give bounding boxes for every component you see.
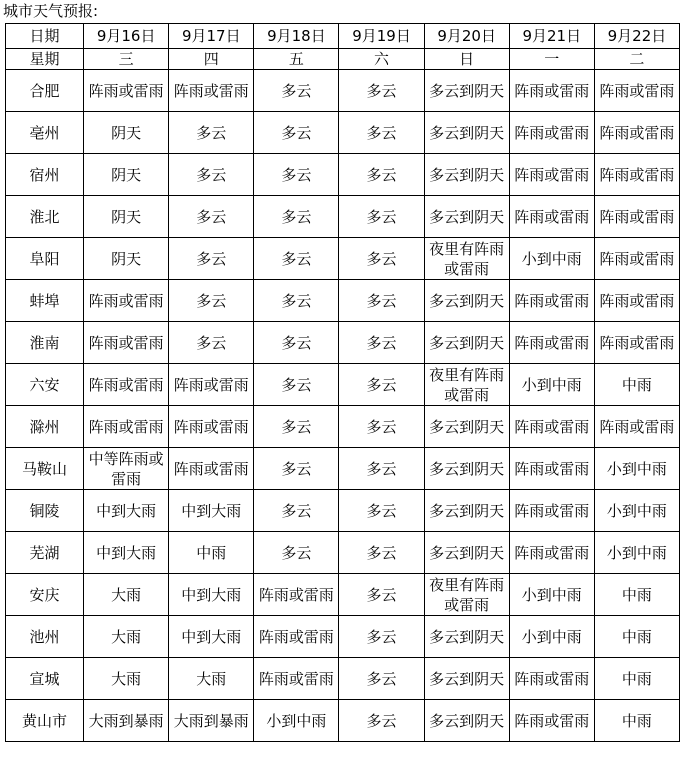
forecast-cell: 中到大雨 [169, 574, 254, 616]
forecast-cell: 阵雨或雷雨 [509, 532, 594, 574]
forecast-cell: 多云到阴天 [424, 616, 509, 658]
weekday-cell: 日 [424, 49, 509, 70]
forecast-cell: 多云 [339, 238, 424, 280]
forecast-cell: 阵雨或雷雨 [169, 364, 254, 406]
forecast-cell: 多云 [169, 196, 254, 238]
forecast-cell: 多云 [254, 280, 339, 322]
forecast-cell: 大雨 [84, 616, 169, 658]
forecast-cell: 阵雨或雷雨 [84, 280, 169, 322]
forecast-cell: 多云 [254, 196, 339, 238]
city-name-cell: 黄山市 [6, 700, 84, 742]
forecast-cell: 多云 [254, 238, 339, 280]
weekday-cell: 四 [169, 49, 254, 70]
forecast-cell: 多云 [339, 70, 424, 112]
forecast-cell: 阵雨或雷雨 [509, 448, 594, 490]
forecast-cell: 阵雨或雷雨 [509, 406, 594, 448]
city-name-cell: 亳州 [6, 112, 84, 154]
forecast-cell: 阵雨或雷雨 [254, 574, 339, 616]
forecast-cell: 阵雨或雷雨 [84, 364, 169, 406]
forecast-cell: 多云到阴天 [424, 112, 509, 154]
forecast-cell: 多云到阴天 [424, 700, 509, 742]
weekday-cell: 五 [254, 49, 339, 70]
forecast-cell: 阵雨或雷雨 [169, 448, 254, 490]
forecast-cell: 阵雨或雷雨 [594, 322, 679, 364]
forecast-cell: 阵雨或雷雨 [509, 196, 594, 238]
forecast-cell: 多云 [169, 238, 254, 280]
forecast-cell: 阴天 [84, 154, 169, 196]
date-cell: 9月18日 [254, 24, 339, 49]
table-row [6, 154, 680, 196]
forecast-cell: 多云 [254, 154, 339, 196]
forecast-cell: 多云 [254, 322, 339, 364]
forecast-cell: 多云 [339, 322, 424, 364]
forecast-cell: 多云 [339, 532, 424, 574]
forecast-cell: 小到中雨 [509, 574, 594, 616]
forecast-cell: 中雨 [594, 364, 679, 406]
forecast-cell: 中雨 [594, 658, 679, 700]
forecast-cell: 多云到阴天 [424, 280, 509, 322]
forecast-cell: 多云 [339, 280, 424, 322]
forecast-cell: 多云到阴天 [424, 658, 509, 700]
city-name-cell: 淮北 [6, 196, 84, 238]
forecast-cell: 小到中雨 [594, 448, 679, 490]
forecast-cell: 阵雨或雷雨 [509, 154, 594, 196]
date-cell: 9月22日 [594, 24, 679, 49]
forecast-cell: 多云 [254, 532, 339, 574]
table-row [6, 280, 680, 322]
forecast-cell: 小到中雨 [594, 532, 679, 574]
forecast-cell: 多云 [169, 154, 254, 196]
forecast-cell: 阵雨或雷雨 [84, 322, 169, 364]
forecast-cell: 多云 [254, 490, 339, 532]
city-name-cell: 宿州 [6, 154, 84, 196]
city-name-cell: 马鞍山 [6, 448, 84, 490]
forecast-cell: 多云 [339, 574, 424, 616]
date-header-row [6, 24, 680, 49]
city-name-cell: 铜陵 [6, 490, 84, 532]
date-cell: 9月19日 [339, 24, 424, 49]
forecast-cell: 多云 [339, 616, 424, 658]
forecast-cell: 阵雨或雷雨 [509, 700, 594, 742]
city-name-cell: 宣城 [6, 658, 84, 700]
city-name-cell: 安庆 [6, 574, 84, 616]
table-row [6, 238, 680, 280]
weather-forecast-table [5, 23, 680, 742]
forecast-cell: 阵雨或雷雨 [509, 490, 594, 532]
weekday-cell: 三 [84, 49, 169, 70]
table-row [6, 364, 680, 406]
table-row [6, 532, 680, 574]
forecast-cell: 阵雨或雷雨 [594, 154, 679, 196]
forecast-cell: 阴天 [84, 238, 169, 280]
weekday-label-cell: 星期 [6, 49, 84, 70]
forecast-cell: 小到中雨 [594, 490, 679, 532]
forecast-cell: 多云 [339, 700, 424, 742]
forecast-cell: 大雨 [169, 658, 254, 700]
forecast-cell: 大雨 [84, 574, 169, 616]
table-row [6, 112, 680, 154]
weekday-cell: 二 [594, 49, 679, 70]
forecast-cell: 阵雨或雷雨 [84, 70, 169, 112]
city-name-cell: 阜阳 [6, 238, 84, 280]
table-row [6, 70, 680, 112]
forecast-cell: 中雨 [169, 532, 254, 574]
forecast-cell: 阵雨或雷雨 [509, 280, 594, 322]
forecast-cell: 大雨到暴雨 [169, 700, 254, 742]
forecast-cell: 多云 [339, 364, 424, 406]
forecast-cell: 多云到阴天 [424, 448, 509, 490]
forecast-cell: 阵雨或雷雨 [84, 406, 169, 448]
forecast-cell: 多云 [254, 70, 339, 112]
forecast-cell: 多云 [339, 154, 424, 196]
forecast-cell: 夜里有阵雨或雷雨 [424, 574, 509, 616]
city-name-cell: 六安 [6, 364, 84, 406]
forecast-cell: 阵雨或雷雨 [169, 70, 254, 112]
city-name-cell: 合肥 [6, 70, 84, 112]
date-cell: 9月21日 [509, 24, 594, 49]
table-row [6, 322, 680, 364]
date-label-cell: 日期 [6, 24, 84, 49]
forecast-cell: 多云到阴天 [424, 532, 509, 574]
city-name-cell: 蚌埠 [6, 280, 84, 322]
city-name-cell: 淮南 [6, 322, 84, 364]
forecast-cell: 阵雨或雷雨 [594, 406, 679, 448]
forecast-cell: 多云 [254, 448, 339, 490]
forecast-cell: 多云到阴天 [424, 196, 509, 238]
weekday-header-row [6, 49, 680, 70]
weekday-cell: 六 [339, 49, 424, 70]
forecast-cell: 中到大雨 [169, 490, 254, 532]
forecast-cell: 夜里有阵雨或雷雨 [424, 364, 509, 406]
forecast-cell: 多云 [169, 322, 254, 364]
forecast-cell: 阵雨或雷雨 [509, 70, 594, 112]
table-row [6, 658, 680, 700]
forecast-cell: 中到大雨 [169, 616, 254, 658]
date-cell: 9月16日 [84, 24, 169, 49]
forecast-cell: 阵雨或雷雨 [254, 658, 339, 700]
date-cell: 9月20日 [424, 24, 509, 49]
city-name-cell: 池州 [6, 616, 84, 658]
forecast-cell: 阴天 [84, 196, 169, 238]
table-row [6, 196, 680, 238]
table-row [6, 406, 680, 448]
forecast-cell: 大雨到暴雨 [84, 700, 169, 742]
forecast-cell: 中雨 [594, 700, 679, 742]
table-row [6, 448, 680, 490]
forecast-cell: 阵雨或雷雨 [594, 196, 679, 238]
weekday-cell: 一 [509, 49, 594, 70]
forecast-cell: 多云到阴天 [424, 70, 509, 112]
forecast-cell: 小到中雨 [509, 616, 594, 658]
city-name-cell: 芜湖 [6, 532, 84, 574]
forecast-cell: 阵雨或雷雨 [509, 658, 594, 700]
forecast-cell: 阵雨或雷雨 [594, 238, 679, 280]
forecast-cell: 多云 [254, 406, 339, 448]
forecast-cell: 阵雨或雷雨 [594, 70, 679, 112]
forecast-cell: 多云 [169, 280, 254, 322]
table-row [6, 574, 680, 616]
forecast-cell: 阵雨或雷雨 [169, 406, 254, 448]
forecast-cell: 多云 [254, 364, 339, 406]
forecast-cell: 阵雨或雷雨 [509, 322, 594, 364]
forecast-cell: 大雨 [84, 658, 169, 700]
forecast-cell: 中雨 [594, 574, 679, 616]
forecast-cell: 阵雨或雷雨 [594, 280, 679, 322]
forecast-cell: 小到中雨 [509, 238, 594, 280]
forecast-cell: 多云 [339, 658, 424, 700]
forecast-cell: 多云 [339, 196, 424, 238]
table-caption: 城市天气预报: [3, 2, 99, 20]
forecast-cell: 多云到阴天 [424, 154, 509, 196]
forecast-cell: 中等阵雨或雷雨 [84, 448, 169, 490]
table-row [6, 700, 680, 742]
forecast-cell: 多云 [339, 490, 424, 532]
forecast-cell: 多云 [339, 406, 424, 448]
table-row [6, 490, 680, 532]
table-row [6, 616, 680, 658]
forecast-cell: 小到中雨 [254, 700, 339, 742]
forecast-cell: 多云 [254, 112, 339, 154]
forecast-cell: 多云 [339, 448, 424, 490]
forecast-cell: 多云到阴天 [424, 490, 509, 532]
forecast-cell: 中雨 [594, 616, 679, 658]
date-cell: 9月17日 [169, 24, 254, 49]
forecast-cell: 多云到阴天 [424, 322, 509, 364]
forecast-cell: 阵雨或雷雨 [509, 112, 594, 154]
forecast-cell: 中到大雨 [84, 532, 169, 574]
forecast-cell: 小到中雨 [509, 364, 594, 406]
forecast-cell: 多云到阴天 [424, 406, 509, 448]
forecast-cell: 阵雨或雷雨 [254, 616, 339, 658]
forecast-cell: 阴天 [84, 112, 169, 154]
forecast-cell: 阵雨或雷雨 [594, 112, 679, 154]
forecast-cell: 中到大雨 [84, 490, 169, 532]
forecast-cell: 夜里有阵雨或雷雨 [424, 238, 509, 280]
city-name-cell: 滁州 [6, 406, 84, 448]
forecast-cell: 多云 [169, 112, 254, 154]
forecast-cell: 多云 [339, 112, 424, 154]
